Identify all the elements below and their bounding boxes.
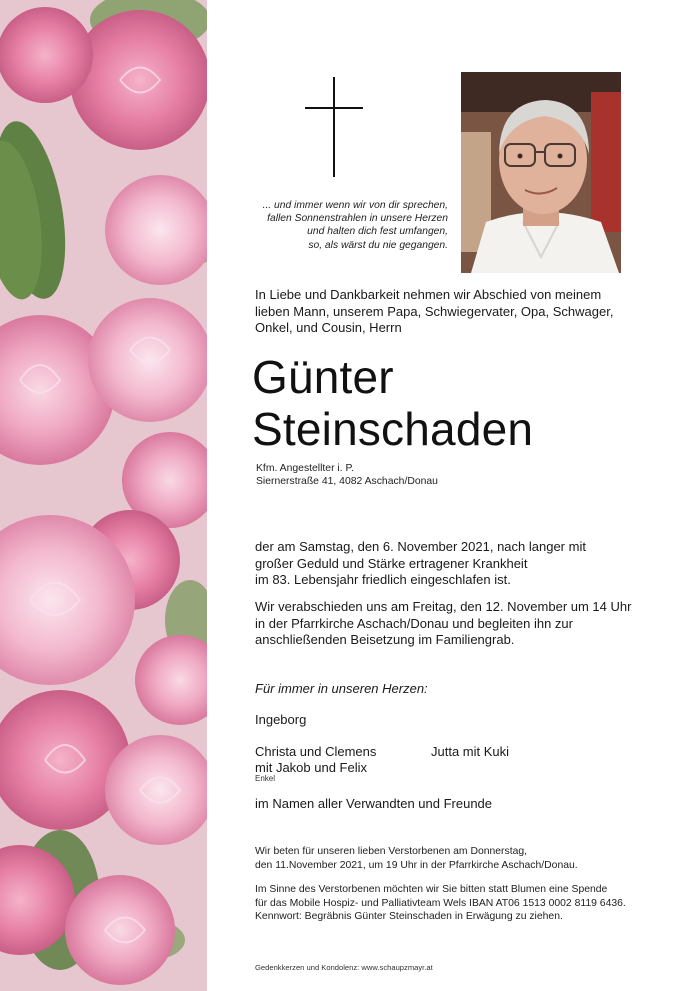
funeral-line: in der Pfarrkirche Aschach/Donau und begleiten ihn zur	[255, 615, 573, 631]
funeral-line: anschließenden Beisetzung im Familiengrab.	[255, 632, 515, 648]
cross-icon	[305, 77, 363, 177]
donation-line: für das Mobile Hospiz- und Palliativteam Wels IBAN AT06 1513 0002 8119 6436.	[255, 897, 626, 909]
donation-line: Kennwort: Begräbnis Günter Steinschaden in Erwägung zu ziehen.	[255, 911, 563, 923]
last-name: Steinschaden	[252, 403, 534, 455]
mass-info	[255, 845, 578, 872]
donation-info	[255, 883, 626, 924]
mourners-heading: Für immer in unseren Herzen:	[255, 681, 428, 696]
condolence-footer-link[interactable]: Gedenkkerzen und Kondolenz: www.schaupzmayr.at	[255, 963, 433, 972]
mourner-spouse: Ingeborg	[255, 712, 307, 727]
first-name: Günter	[252, 351, 394, 403]
funeral-line: Wir verabschieden uns am Freitag, den 12. November um 14 Uhr	[255, 599, 632, 614]
quote-line: so, als wärst du nie gegangen.	[308, 239, 448, 251]
portrait-illustration	[461, 72, 621, 273]
quote-line: ... und immer wenn wir von dir sprechen,	[262, 200, 448, 211]
rose-background-image	[0, 0, 207, 991]
donation-line: Im Sinne des Verstorbenen möchten wir Sie bitten statt Blumen eine Spende	[255, 884, 608, 895]
intro-text	[255, 287, 675, 337]
roses-illustration	[0, 0, 207, 991]
quote-line: und halten dich fest umfangen,	[307, 226, 448, 238]
death-notice-line: der am Samstag, den 6. November 2021, nach langer mit	[255, 539, 586, 554]
occupation: Kfm. Angestellter i. P.	[256, 463, 354, 474]
deceased-name	[252, 351, 533, 455]
intro-line: Onkel, und Cousin, Herrn	[255, 320, 402, 336]
portrait-photo	[461, 72, 621, 273]
grandchildren-label: Enkel	[255, 774, 276, 783]
quote-line: fallen Sonnenstrahlen in unsere Herzen	[267, 213, 448, 225]
memorial-quote	[240, 199, 448, 252]
death-notice-line: im 83. Lebensjahr friedlich eingeschlafen ist.	[255, 572, 511, 588]
intro-line: In Liebe und Dankbarkeit nehmen wir Abschied von meinem	[255, 287, 602, 302]
deceased-details	[256, 462, 438, 489]
mourner-others: im Namen aller Verwandten und Freunde	[255, 796, 493, 811]
death-notice	[255, 539, 675, 589]
intro-line: lieben Mann, unserem Papa, Schwiegervater, Opa, Schwager,	[255, 303, 614, 319]
mass-line: Wir beten für unseren lieben Verstorbenen am Donnerstag,	[255, 846, 528, 857]
address: Siernerstraße 41, 4082 Aschach/Donau	[256, 476, 438, 488]
mourner-child: Jutta mit Kuki	[431, 744, 510, 759]
mass-line: den 11.November 2021, um 19 Uhr in der Pfarrkirche Aschach/Donau.	[255, 859, 578, 871]
mourner-grandchildren: mit Jakob und Felix	[255, 760, 367, 775]
funeral-info	[255, 599, 675, 649]
death-notice-line: großer Geduld und Stärke ertragener Krankheit	[255, 555, 528, 571]
mourner-child: Christa und Clemens	[255, 744, 377, 759]
